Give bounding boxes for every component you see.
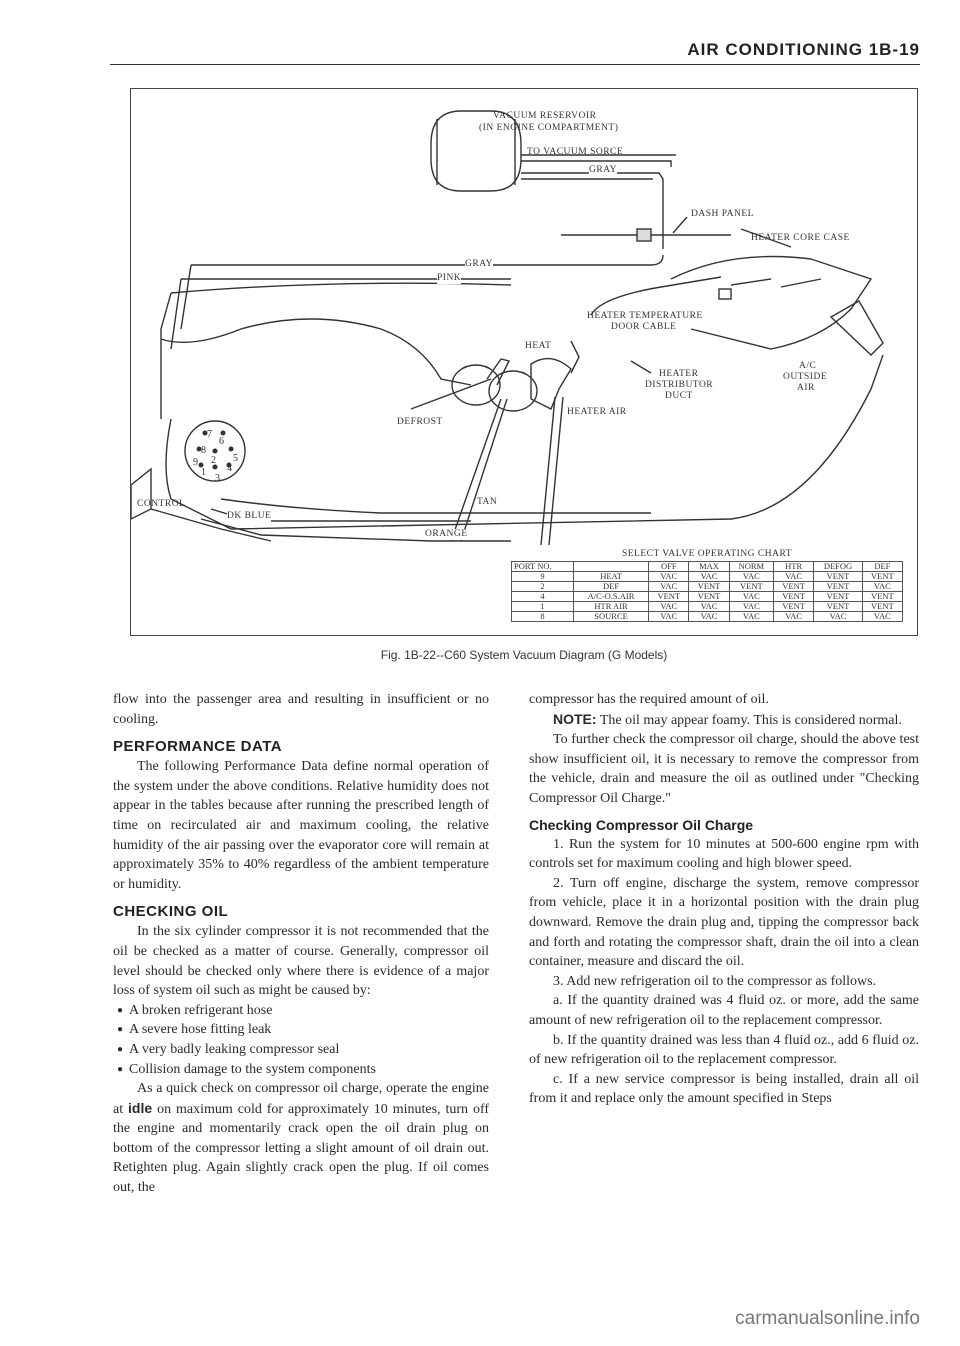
chart-cell: VAC — [862, 582, 902, 592]
control-box — [131, 469, 151, 519]
door-cable-label: DOOR CABLE — [611, 322, 677, 332]
chart-cell: 9 — [512, 572, 574, 582]
chart-cell: 8 — [512, 612, 574, 622]
chart-cell: HEAT — [573, 572, 648, 582]
chart-cell: HTR AIR — [573, 602, 648, 612]
table-row — [512, 572, 903, 582]
chart-cell: 4 — [512, 592, 574, 602]
pink-line-label: PINK — [437, 273, 462, 283]
defrost-label: DEFROST — [397, 417, 443, 427]
port-label-7: 7 — [207, 429, 213, 440]
engine-compartment-label: (IN ENGINE COMPARTMENT) — [479, 123, 619, 133]
chart-header-cell: HTR — [774, 562, 814, 572]
chart-cell: VAC — [729, 592, 773, 602]
left-intro: flow into the passenger area and resulting in insufficient or no cooling. — [113, 692, 489, 727]
step-a: a. If the quantity drained was 4 fluid oz. or more, add the same amount of new refrigeration oil to the replacement compressor. — [529, 993, 919, 1028]
figure-caption: Fig. 1B-22--C60 System Vacuum Diagram (G Models) — [380, 648, 668, 662]
control-label: CONTROL — [137, 499, 186, 509]
dk-blue-label: DK BLUE — [227, 511, 272, 521]
chart-cell: VENT — [689, 592, 729, 602]
chart-cell: VAC — [774, 572, 814, 582]
performance-data-heading: PERFORMANCE DATA — [113, 738, 283, 756]
further-check-text: To further check the compressor oil charge, should the above test show insufficient oil, it is necessary to remove the compressor from the vehicle, drain and measure the oil as outlined under "Checking Compressor Oil Charge." — [529, 732, 919, 806]
quick-check-text-b: on maximum cold for approximately 10 minutes, turn off the engine and momentarily crack open the oil drain plug on bottom of the compressor letting a slight amount of oil drain out. Retighten plug. Again slightly crack open the plug. If oil comes out, the — [113, 1101, 490, 1196]
chart-header-cell: PORT NO. — [512, 562, 574, 572]
chart-header-row — [512, 562, 903, 572]
heater-distributor-label-2: DISTRIBUTOR — [645, 380, 714, 390]
port-label-2: 2 — [211, 455, 217, 466]
heater-distributor-label-3: DUCT — [665, 391, 693, 401]
checking-charge-heading: Checking Compressor Oil Charge — [529, 816, 754, 833]
page-title: AIR CONDITIONING 1B-19 — [687, 40, 920, 59]
chart-cell: VAC — [649, 582, 689, 592]
chart-cell: VENT — [689, 582, 729, 592]
outside-air-duct — [831, 301, 883, 355]
chart-cell: VAC — [862, 612, 902, 622]
chart-cell: SOURCE — [573, 612, 648, 622]
chart-cell: VENT — [862, 592, 902, 602]
ac-outside-air-label-2: OUTSIDE — [783, 372, 828, 382]
step-b: b. If the quantity drained was less than 4 fluid oz., add 6 fluid oz. of new refrigeration oil to the replacement compressor. — [529, 1032, 919, 1068]
table-row — [512, 592, 903, 602]
heater-actuator — [489, 371, 537, 411]
chart-cell: A/C-O.S.AIR — [573, 592, 648, 602]
checking-oil-text: In the six cylinder compressor it is not recommended that the oil be checked as a matter of course. Generally, compressor oil level should be checked only where there is evidence of a major loss of system oil such as might be caused by: — [113, 924, 489, 999]
heater-core-case-label: HEATER CORE CASE — [751, 233, 850, 243]
chart-cell: VAC — [649, 602, 689, 612]
chart-cell: VENT — [862, 572, 902, 582]
quick-check-text-a: As a quick check on compressor oil charge, operate the engine at — [113, 1081, 489, 1117]
port-label-8: 8 — [201, 445, 207, 456]
table-row — [512, 602, 903, 612]
table-row — [512, 582, 903, 592]
vacuum-source-label: TO VACUUM SORCE — [527, 147, 624, 157]
port-label-3: 3 — [215, 473, 221, 484]
note-paragraph — [529, 710, 919, 731]
port-label-1: 1 — [201, 467, 207, 478]
chart-cell: VENT — [774, 582, 814, 592]
vacuum-reservoir-label: VACUUM RESERVOIR — [493, 111, 597, 121]
chart-cell: VAC — [814, 612, 862, 622]
chart-cell: VENT — [814, 582, 862, 592]
chart-cell: VENT — [814, 572, 862, 582]
port-label-9: 9 — [193, 457, 199, 468]
chart-cell: DEF — [573, 582, 648, 592]
quick-check-text — [113, 1079, 489, 1198]
chart-cell: VAC — [649, 572, 689, 582]
page-header — [110, 40, 920, 65]
list-item: ● A severe hose fitting leak — [113, 1020, 489, 1040]
note-text: The oil may appear foamy. This is considered normal. — [599, 712, 902, 728]
chart-cell: VENT — [649, 592, 689, 602]
chart-cell: VENT — [774, 602, 814, 612]
gray-line-label: GRAY — [589, 165, 618, 175]
step-2: 2. Turn off engine, discharge the system, remove compressor from vehicle, place it in a horizontal position with the drain plug downward. Remove the drain plug and, tipping the compressor back and forth and rotating the compressor shaft, drain the oil into a clean container, measure and discard the oil. — [529, 875, 919, 970]
chart-cell: VAC — [689, 572, 729, 582]
port-label-4: 4 — [227, 463, 233, 474]
chart-header-cell: OFF — [649, 562, 689, 572]
select-valve-chart — [511, 547, 903, 623]
chart-header-cell — [573, 562, 648, 572]
chart-header-cell: MAX — [689, 562, 729, 572]
left-column — [113, 690, 489, 1198]
table-row — [512, 612, 903, 622]
step-c: c. If a new service compressor is being installed, drain all oil from it and replace only the amount specified in Steps — [529, 1071, 919, 1107]
chart-cell: 1 — [512, 602, 574, 612]
chart-cell: VAC — [729, 572, 773, 582]
chart-cell: VAC — [689, 612, 729, 622]
chart-header-cell: DEFOG — [814, 562, 862, 572]
port-label-5: 5 — [233, 453, 239, 464]
chart-header-cell: DEF — [862, 562, 902, 572]
heater-temperature-label: HEATER TEMPERATURE — [587, 311, 703, 321]
chart-cell: VENT — [862, 602, 902, 612]
orange-label: ORANGE — [425, 529, 468, 539]
idle-emphasis: idle — [128, 1099, 153, 1116]
ac-outside-air-label-3: AIR — [797, 383, 815, 393]
port-label-6: 6 — [219, 436, 225, 447]
chart-header-cell: NORM — [729, 562, 773, 572]
list-item: ● Collision damage to the system components — [113, 1060, 489, 1080]
heat-label: HEAT — [525, 341, 552, 351]
chart-cell: VAC — [689, 602, 729, 612]
chart-cell: VENT — [774, 592, 814, 602]
heater-distributor-label-1: HEATER — [659, 369, 699, 379]
select-valve-table — [511, 561, 903, 622]
performance-data-text: The following Performance Data define normal operation of the system under the above conditions. Relative humidity does not appear in the tables because after running the prescribed length of time on recirculated air and maximum cooling, the relative humidity of the air passing over the evaporator core will remain at approximately 35% to 40% regardless of the ambient temperature or humidity. — [113, 759, 489, 892]
chart-cell: VAC — [774, 612, 814, 622]
chart-cell: 2 — [512, 582, 574, 592]
heater-air-label: HEATER AIR — [567, 407, 627, 417]
chart-cell: VAC — [729, 612, 773, 622]
gray-line-label-2: GRAY — [465, 259, 494, 269]
dash-panel-label: DASH PANEL — [691, 209, 754, 219]
heater-core-case — [671, 257, 871, 350]
chart-cell: VENT — [814, 602, 862, 612]
step-3: 3. Add new refrigeration oil to the compressor as follows. — [553, 973, 877, 989]
note-label: NOTE: — [553, 710, 597, 727]
right-column — [529, 690, 919, 1109]
chart-cell: VENT — [814, 592, 862, 602]
step-1: 1. Run the system for 10 minutes at 500-600 engine rpm with controls set for maximum cooling and high blower speed. — [529, 836, 919, 872]
chart-cell: VAC — [649, 612, 689, 622]
chart-title: SELECT VALVE OPERATING CHART — [621, 549, 793, 559]
vacuum-diagram-figure — [130, 88, 918, 636]
ac-outside-air-label-1: A/C — [799, 361, 817, 371]
list-item: ● A broken refrigerant hose — [113, 1001, 489, 1021]
list-item: ● A very badly leaking compressor seal — [113, 1040, 489, 1060]
tan-label: TAN — [477, 497, 498, 507]
chart-cell: VAC — [729, 602, 773, 612]
chart-cell: VENT — [729, 582, 773, 592]
right-intro: compressor has the required amount of oil. — [529, 692, 769, 707]
watermark-footer: carmanualsonline.info — [735, 1308, 920, 1329]
checking-oil-heading: CHECKING OIL — [113, 903, 229, 921]
